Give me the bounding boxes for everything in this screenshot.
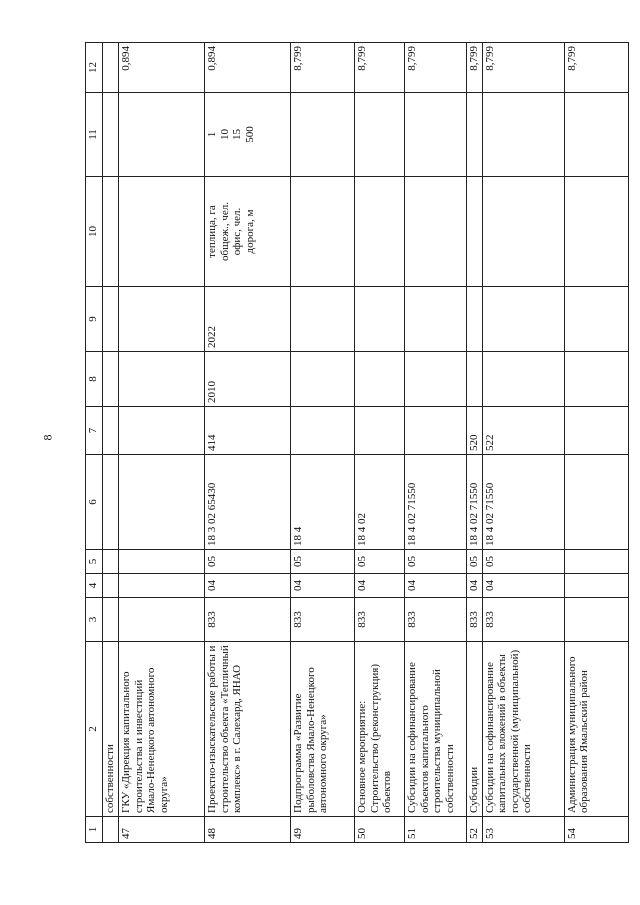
header-cell: 8 [86, 352, 103, 407]
table-cell: 520 [467, 407, 483, 455]
table-cell [405, 93, 467, 177]
table-cell [119, 574, 205, 598]
table-cell [103, 550, 119, 574]
table-cell [482, 352, 564, 407]
table-cell [355, 407, 405, 455]
table-cell: 8,799 [467, 43, 483, 93]
table-cell: 833 [205, 598, 291, 642]
table-cell [119, 407, 205, 455]
table-cell: 18 4 02 71550 [467, 455, 483, 550]
table-cell [103, 287, 119, 352]
header-cell: 2 [86, 642, 103, 817]
table-cell: 8,799 [291, 43, 355, 93]
header-cell: 6 [86, 455, 103, 550]
table-cell: 8,799 [482, 43, 564, 93]
table-cell: Проектно-изыскательские работы и строительство объекта «Тепличный комплекс» в г. Салехард, ЯНАО [205, 642, 291, 817]
budget-table [85, 42, 629, 843]
table-cell: ГКУ «Дирекция капитального строительства и инвестиций Ямало-Ненецкого автономного округа» [119, 642, 205, 817]
table-cell: 05 [405, 550, 467, 574]
table-cell: Основное мероприятие: Строительство (реконструкция) объектов [355, 642, 405, 817]
table-cell [119, 177, 205, 287]
table-cell [564, 287, 628, 352]
table-cell: 04 [205, 574, 291, 598]
table-cell: 833 [291, 598, 355, 642]
table-row [482, 43, 564, 843]
header-cell: 10 [86, 177, 103, 287]
table-cell: Субсидии [467, 642, 483, 817]
header-cell: 9 [86, 287, 103, 352]
table-cell [355, 93, 405, 177]
table-cell: 8,799 [355, 43, 405, 93]
table-row [405, 43, 467, 843]
table-cell [482, 93, 564, 177]
table-cell: 18 4 02 71550 [482, 455, 564, 550]
table-cell [119, 455, 205, 550]
table-cell: 522 [482, 407, 564, 455]
table-cell: 04 [291, 574, 355, 598]
header-cell: 3 [86, 598, 103, 642]
table-cell: 1 10 15 500 [205, 93, 291, 177]
table-cell: 2022 [205, 287, 291, 352]
table-cell [103, 352, 119, 407]
header-cell: 5 [86, 550, 103, 574]
table-cell: 47 [119, 817, 205, 843]
table-cell: 833 [405, 598, 467, 642]
table-cell [291, 407, 355, 455]
header-cell: 7 [86, 407, 103, 455]
table-cell [103, 574, 119, 598]
table-cell [291, 352, 355, 407]
table-cell: 18 3 02 65430 [205, 455, 291, 550]
table-cell [467, 352, 483, 407]
table-cell: 05 [355, 550, 405, 574]
table-cell [405, 287, 467, 352]
table-cell [291, 93, 355, 177]
table-cell [103, 455, 119, 550]
table-cell [467, 93, 483, 177]
rotated-table-wrapper [85, 43, 625, 843]
table-cell: 2010 [205, 352, 291, 407]
table-cell: 05 [482, 550, 564, 574]
header-cell: 12 [86, 43, 103, 93]
table-cell [119, 93, 205, 177]
table-cell [482, 177, 564, 287]
table-cell: 53 [482, 817, 564, 843]
table-cell [119, 287, 205, 352]
table-cell [355, 177, 405, 287]
table-cell: 51 [405, 817, 467, 843]
table-cell: 49 [291, 817, 355, 843]
table-cell: 414 [205, 407, 291, 455]
table-cell: 04 [355, 574, 405, 598]
table-row [467, 43, 483, 843]
table-cell: 833 [355, 598, 405, 642]
table-cell [564, 352, 628, 407]
header-row [86, 43, 103, 843]
table-cell [103, 93, 119, 177]
table-row [355, 43, 405, 843]
table-cell [405, 407, 467, 455]
table-cell [103, 817, 119, 843]
table-cell: 0,894 [119, 43, 205, 93]
table-cell [103, 407, 119, 455]
table-cell: 52 [467, 817, 483, 843]
table-cell: 48 [205, 817, 291, 843]
table-cell: 54 [564, 817, 628, 843]
table-cell [103, 177, 119, 287]
table-cell: 04 [467, 574, 483, 598]
table-cell: Субсидии на софинансирование капитальных вложений в объекты государственной (муниципальной) собственности [482, 642, 564, 817]
table-cell: 04 [405, 574, 467, 598]
header-cell: 4 [86, 574, 103, 598]
table-cell: 18 4 02 71550 [405, 455, 467, 550]
table-cell: 833 [467, 598, 483, 642]
table-cell [405, 352, 467, 407]
table-cell [405, 177, 467, 287]
table-row [205, 43, 291, 843]
table-cell: 05 [205, 550, 291, 574]
table-cell [103, 43, 119, 93]
page-number: 8 [40, 434, 55, 441]
table-cell: 18 4 [291, 455, 355, 550]
table-cell: Подпрограмма «Развитие рыболовства Ямало-Ненецкого автономного округа» [291, 642, 355, 817]
table-row [103, 43, 119, 843]
table-cell [564, 407, 628, 455]
table-cell: 50 [355, 817, 405, 843]
table-row [564, 43, 628, 843]
table-cell: Администрация муниципального образования Ямальский район [564, 642, 628, 817]
table-cell [103, 598, 119, 642]
table-cell [564, 177, 628, 287]
table-cell [467, 287, 483, 352]
table-cell [119, 550, 205, 574]
table-cell [564, 455, 628, 550]
table-cell [119, 352, 205, 407]
table-cell: 18 4 02 [355, 455, 405, 550]
table-cell: Субсидии на софинансирование объектов капитального строительства муниципальной собственности [405, 642, 467, 817]
table-cell [355, 287, 405, 352]
table-cell: 04 [482, 574, 564, 598]
header-cell: 11 [86, 93, 103, 177]
table-cell [119, 598, 205, 642]
table-cell [291, 287, 355, 352]
table-cell [564, 550, 628, 574]
table-cell: 8,799 [405, 43, 467, 93]
table-cell [291, 177, 355, 287]
table-cell: теплица, га общеж., чел. офис, чел. дорога, м [205, 177, 291, 287]
table-cell: собственности [103, 642, 119, 817]
table-cell: 833 [482, 598, 564, 642]
table-row [119, 43, 205, 843]
table-cell [467, 177, 483, 287]
table-cell [564, 93, 628, 177]
table-cell: 0,894 [205, 43, 291, 93]
table-cell: 8,799 [564, 43, 628, 93]
table-cell: 05 [291, 550, 355, 574]
table-cell [355, 352, 405, 407]
table-cell [564, 598, 628, 642]
table-cell [564, 574, 628, 598]
table-cell [482, 287, 564, 352]
table-row [291, 43, 355, 843]
table-cell: 05 [467, 550, 483, 574]
header-cell: 1 [86, 817, 103, 843]
